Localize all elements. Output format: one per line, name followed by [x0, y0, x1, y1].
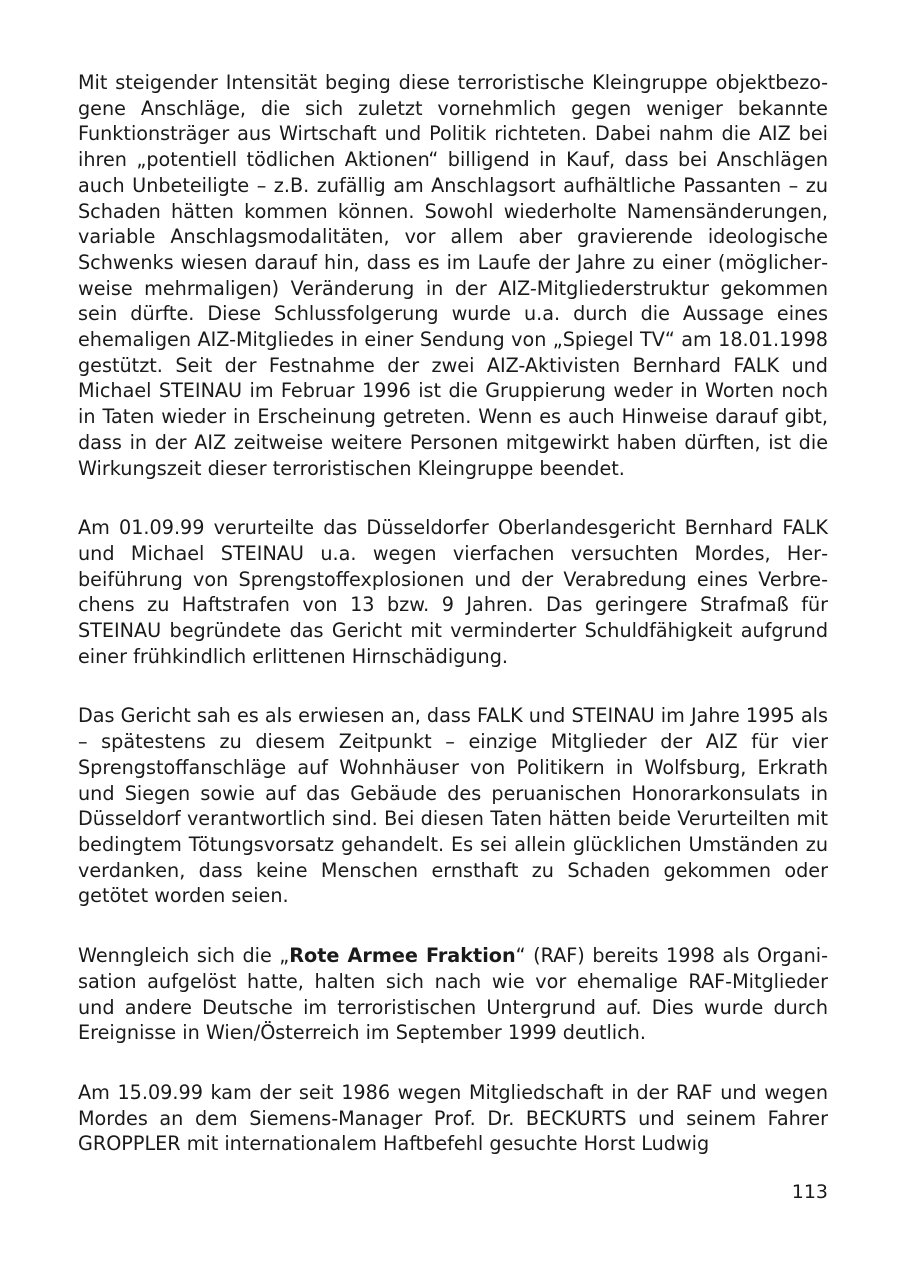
raf-intro-text: Wenngleich sich die „ — [78, 944, 290, 968]
paragraph-verdict: Am 01.09.99 verurteilte das Düsseldorfer Oberlandesgericht Bernhard FALK und Michael STEINAU u.a. wegen vierfachen versuchten Mordes, Herbeiführung von Sprengstoffexplosionen und der Verabredung eines Verbrechens zu Haftstrafen von 13 bzw. 9 Jahren. Das geringere Strafmaß für STEINAU begründete das Gericht mit verminderter Schuldfähigkeit aufgrund einer frühkindlich erlittenen Hirnschädigung. — [78, 516, 828, 668]
page-number: 113 — [791, 1181, 828, 1203]
paragraph-arrest: Am 15.09.99 kam der seit 1986 wegen Mitgliedschaft in der RAF und wegen Mordes an dem Siemens-Manager Prof. Dr. BECKURTS und seinem Fahrer GROPPLER mit internationalem Haftbefehl gesuchte Horst Ludwig — [78, 1080, 828, 1156]
page-body — [78, 70, 828, 1191]
paragraph-court-findings: Das Gericht sah es als erwiesen an, dass FALK und STEINAU im Jahre 1995 als – spätestens zu diesem Zeitpunkt – einzige Mitglieder der AIZ für vier Sprengstoffanschläge auf Wohnhäuser von Politikern in Wolfsburg, Erkrath und Siegen sowie auf das Gebäude des peruanischen Honorarkonsulats in Düsseldorf verantwortlich sind. Bei diesen Taten hätten beide Verurteilten mit bedingtem Tötungsvorsatz gehandelt. Es sei allein glücklichen Umständen zu verdanken, dass keine Menschen ernsthaft zu Schaden gekommen oder getötet worden seien. — [78, 704, 828, 908]
paragraph-raf — [78, 943, 828, 1046]
paragraph-aiz-history: Mit steigender Intensität beging diese terroristische Kleingruppe objektbezogene Anschläge, die sich zuletzt vornehmlich gegen weniger bekannte Funktionsträger aus Wirtschaft und Politik richteten. Dabei nahm die AIZ bei ihren „potentiell tödlichen Aktionen“ billigend in Kauf, dass bei Anschlägen auch Unbeteiligte – z.B. zufällig am Anschlagsort aufhältliche Passanten – zu Schaden hätten kommen können. Sowohl wiederholte Namensänderungen, variable Anschlagsmodalitäten, vor allem aber gravierende ideologische Schwenks wiesen darauf hin, dass es im Laufe der Jahre zu einer (möglicherweise mehrmaligen) Veränderung in der AIZ-Mitgliederstruktur gekommen sein dürfte. Diese Schlussfolgerung wurde u.a. durch die Aussage eines ehemaligen AIZ-Mitgliedes in einer Sendung von „Spiegel TV“ am 18.01.1998 gestützt. Seit der Festnahme der zwei AIZ-Aktivisten Bernhard FALK und Michael STEINAU im Februar 1996 ist die Gruppierung weder in Worten noch in Taten wieder in Erscheinung getreten. Wenn es auch Hinweise darauf gibt, dass in der AIZ zeitweise weitere Personen mitgewirkt haben dürften, ist die Wirkungszeit dieser terroristischen Kleingruppe beendet. — [78, 71, 828, 480]
raf-name-bold: Rote Armee Fraktion — [289, 944, 516, 968]
raf-rest-text: “ (RAF) bereits 1998 als Organisation aufgelöst hatte, halten sich nach wie vor ehemalige RAF-Mitglieder und andere Deutsche im terroristischen Untergrund auf. Dies wurde durch Ereignisse in Wien/Österreich im September 1999 deutlich. — [78, 944, 829, 1045]
